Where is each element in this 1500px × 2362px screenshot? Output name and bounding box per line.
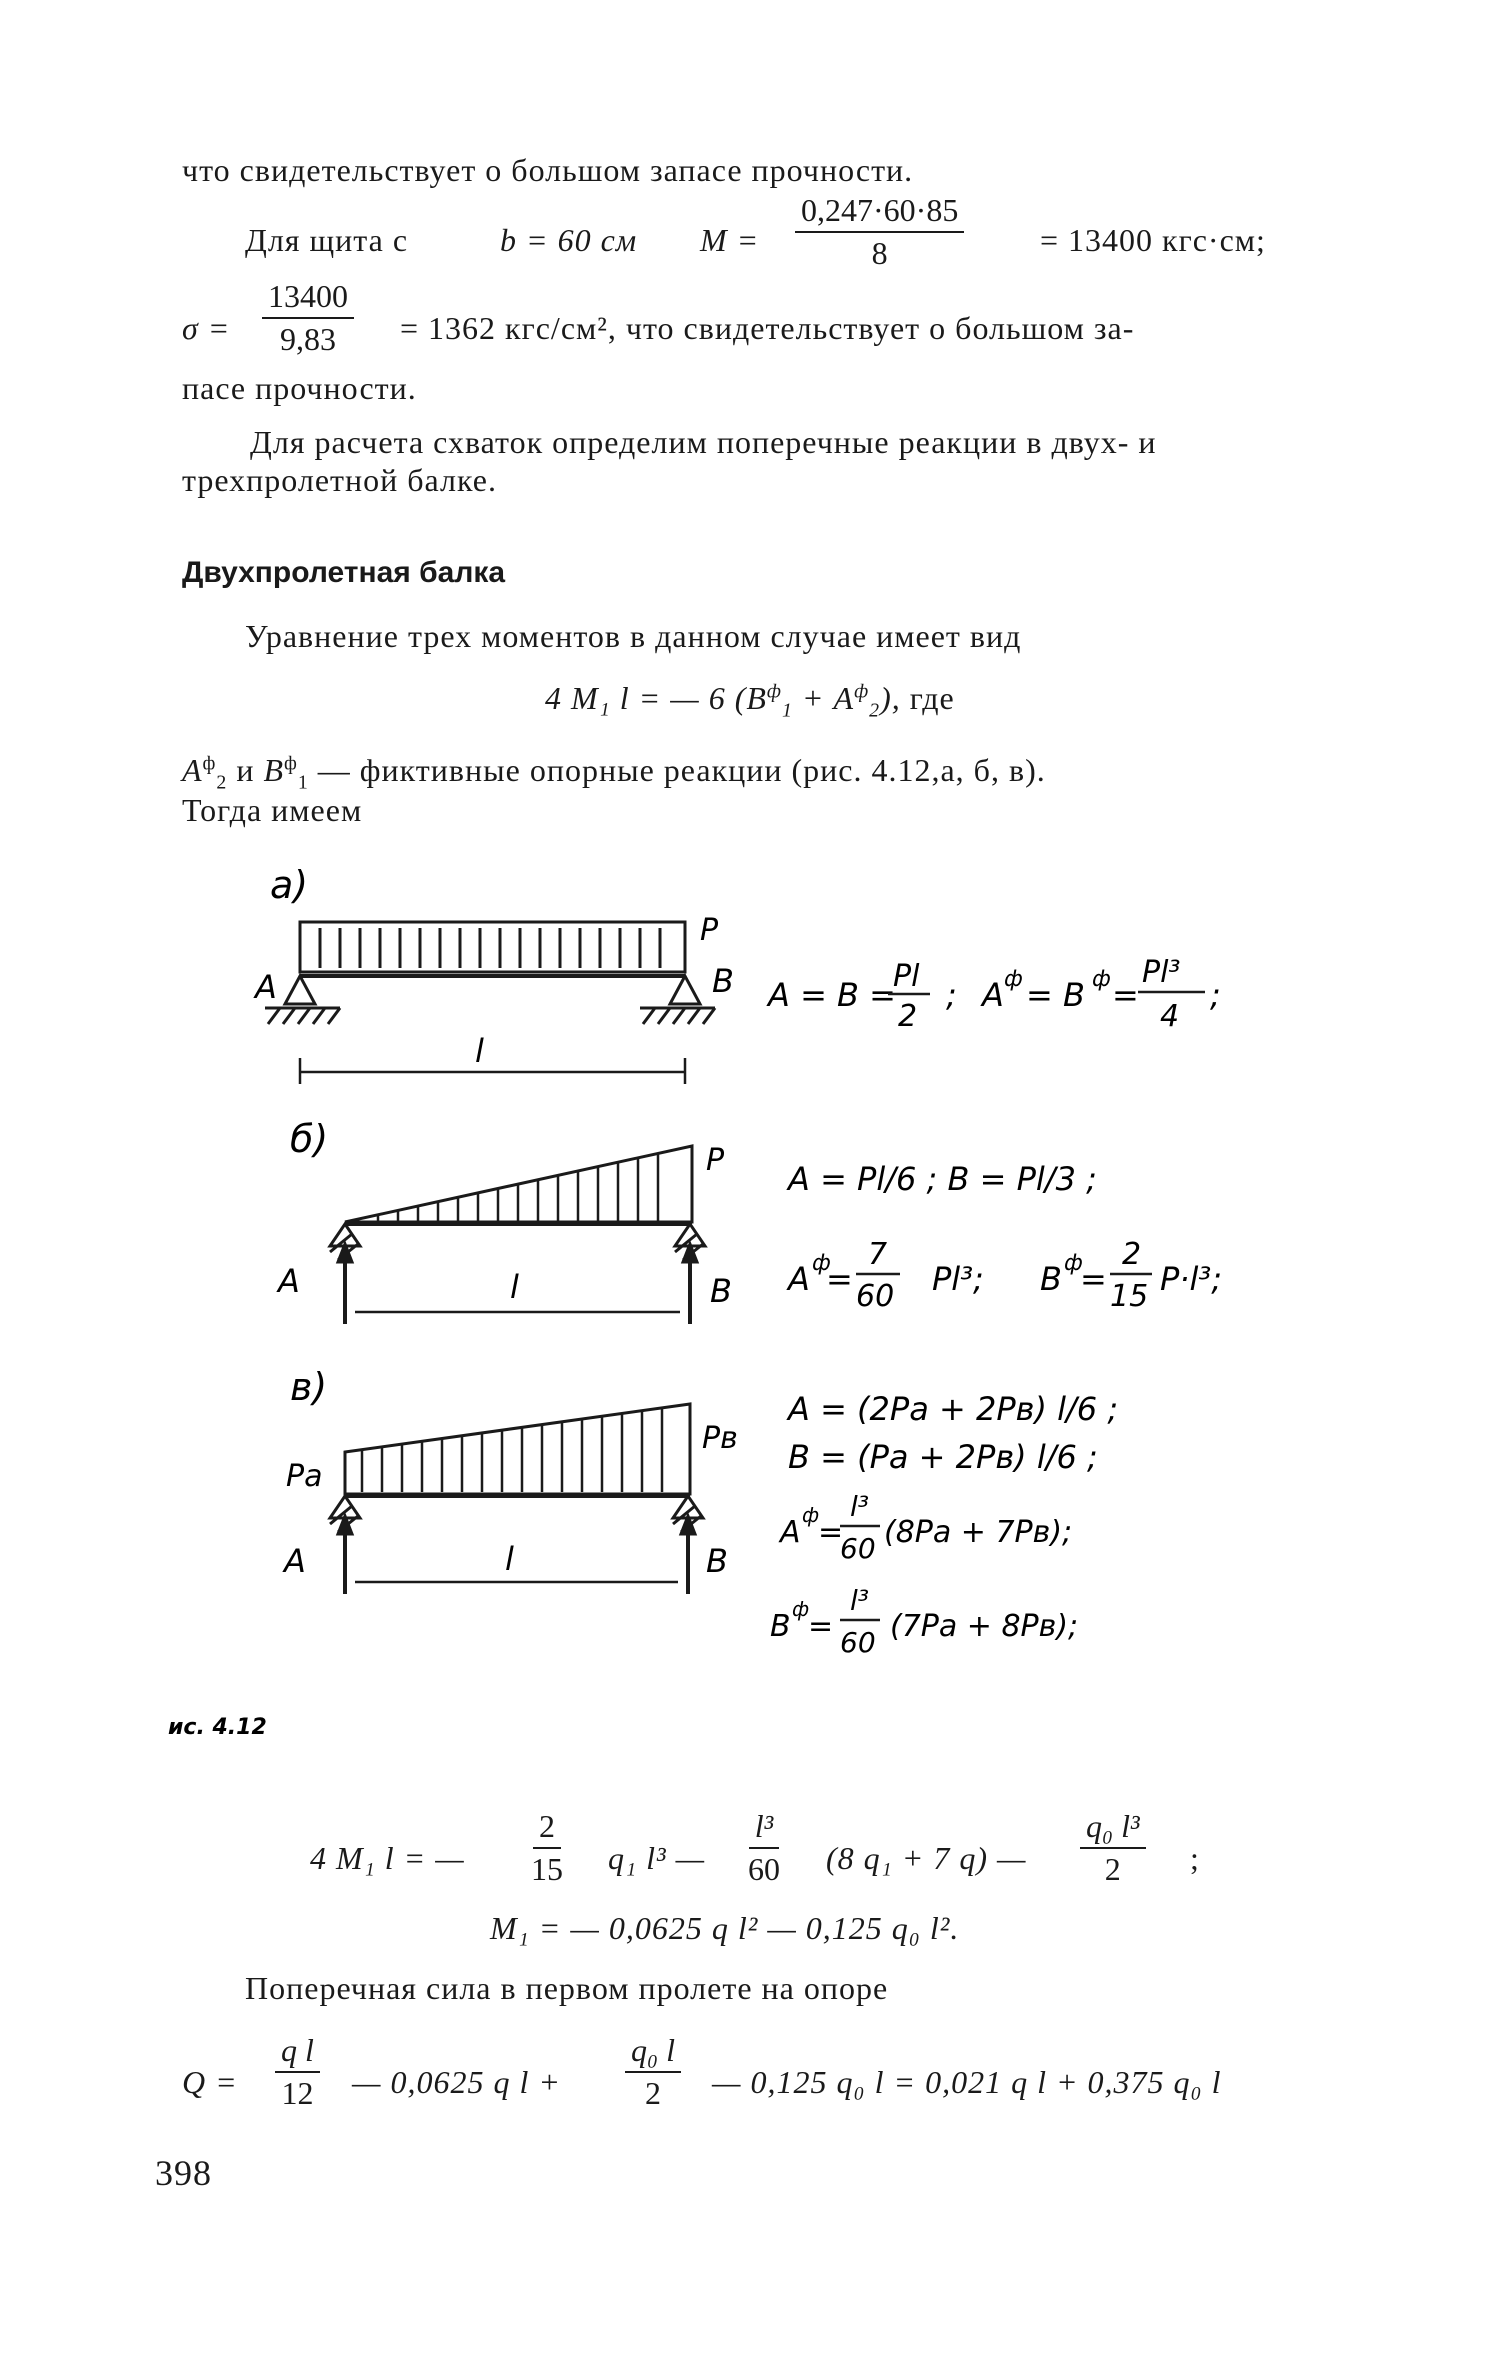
- symbol: B: [263, 752, 284, 788]
- diagram-b-load-label: P: [706, 1143, 725, 1178]
- formula-c-1: A = (2Pa + 2Pв) l/6 ;: [788, 1390, 1119, 1428]
- equation-part: 4 M₁ l = — 6 (B: [545, 680, 767, 716]
- formula-c-3: A: [780, 1515, 801, 1550]
- subscript: 1: [297, 771, 309, 794]
- fraction-numerator: l³: [749, 1808, 779, 1849]
- formula-a-2-den: 4: [1160, 999, 1180, 1034]
- equation-3-term: — 0,0625 q l +: [352, 2064, 561, 2100]
- fraction-denominator: 2: [645, 2074, 661, 2111]
- subscript: 2: [216, 771, 228, 794]
- diagram-b-label: б): [290, 1117, 329, 1161]
- formula-c-2: B = (Pa + 2Pв) l/6 ;: [788, 1438, 1098, 1476]
- moment-rhs: = 13400 кгс·см;: [1040, 222, 1266, 258]
- equation-1-frac-3: [1080, 1808, 1146, 1888]
- diagram-c-span-label: l: [505, 1540, 514, 1578]
- formula-b-2a-den: 60: [856, 1279, 895, 1314]
- diagram-a-support-a-label: A: [255, 968, 277, 1006]
- page-number: 398: [155, 2153, 212, 2193]
- equation-1-end: ;: [1190, 1840, 1200, 1876]
- diagram-b-support-b-label: B: [710, 1272, 732, 1310]
- diagram-c-load-a-label: Pa: [286, 1459, 323, 1494]
- equation-part: + A: [801, 680, 855, 716]
- diagram-c-hatch: [362, 1408, 662, 1492]
- formula-a-2: A: [982, 976, 1004, 1014]
- conjunction: и: [236, 752, 255, 788]
- diagram-c-label: в): [290, 1365, 328, 1409]
- formula-c-4-num: l³: [850, 1584, 870, 1617]
- formula-c-3-den: 60: [840, 1532, 876, 1565]
- equation-1-term: q₁ l³ —: [608, 1840, 706, 1876]
- paragraph-line: Для расчета схваток определим поперечные реакции в двух- и: [250, 424, 1157, 460]
- formula-b-2a-eq: =: [826, 1260, 853, 1298]
- formula-a-2-num: Pl³: [1142, 955, 1181, 990]
- symbol: A: [182, 752, 203, 788]
- diagram-c-support-a-label: A: [284, 1542, 306, 1580]
- fraction-denominator: 60: [748, 1850, 780, 1887]
- diagram-c-load: [345, 1404, 690, 1494]
- diagram-a-load-label: P: [700, 913, 719, 948]
- equation-1-term: (8 q₁ + 7 q) —: [826, 1840, 1027, 1876]
- paragraph-lead: Для щита с: [245, 222, 409, 258]
- equation-3-lhs: Q =: [182, 2064, 238, 2100]
- superscript: ф: [284, 752, 298, 775]
- diagram-a-dimension: [300, 1058, 685, 1084]
- superscript: ф: [854, 680, 870, 703]
- formula-c-3-sup: ф: [802, 1503, 820, 1527]
- equation-3-frac-2: [625, 2032, 681, 2112]
- formula-a-sep: ;: [946, 976, 957, 1014]
- formula-b-2b: B: [1040, 1260, 1062, 1298]
- equation-word: где: [909, 680, 955, 716]
- formula-b-2a-num: 7: [868, 1237, 888, 1272]
- equation-3-frac-1: [275, 2032, 320, 2112]
- fraction-numerator: q₀ l: [625, 2032, 681, 2073]
- fraction-numerator: 13400: [262, 278, 354, 319]
- moment-lhs: M =: [700, 222, 760, 258]
- diagram-a-support-b-label: B: [712, 962, 734, 1000]
- diagram-a-label: a): [270, 863, 309, 907]
- formula-a-2-eq: =: [1112, 976, 1139, 1014]
- fraction-numerator: 0,247·60·85: [795, 192, 964, 233]
- formula-c-3-rest: (8Pa + 7Pв);: [884, 1515, 1073, 1550]
- equation-3-term: — 0,125 q₀ l = 0,021 q l + 0,375 q₀ l: [712, 2064, 1222, 2100]
- paragraph-line: трехпролетной балке.: [182, 462, 497, 498]
- equation-1-lhs: 4 M₁ l = —: [310, 1840, 465, 1876]
- equation-2: M₁ = — 0,0625 q l² — 0,125 q₀ l².: [490, 1910, 960, 1946]
- diagram-b-support-right: [675, 1224, 705, 1324]
- formula-a-1-den: 2: [898, 999, 918, 1034]
- diagram-c-support-left: [330, 1496, 360, 1594]
- fraction-denominator: 12: [281, 2074, 314, 2111]
- paragraph-line: Тогда имеем: [182, 792, 363, 828]
- formula-c-4-rest: (7Pa + 8Pв);: [890, 1609, 1079, 1644]
- figure-caption: ис. 4.12: [168, 1715, 267, 1740]
- fraction-numerator: q₀ l³: [1080, 1808, 1146, 1849]
- diagram-a-hatch: [320, 928, 660, 968]
- formula-a-2-sup2: ф: [1092, 967, 1111, 992]
- equation-1-frac-1: [525, 1808, 569, 1888]
- formula-b-2a: A: [788, 1260, 810, 1298]
- formula-c-4-den: 60: [840, 1626, 876, 1659]
- formula-b-1: A = Pl/6 ; B = Pl/3 ;: [788, 1160, 1097, 1198]
- paragraph-line: пасе прочности.: [182, 370, 417, 406]
- paragraph-line: Уравнение трех моментов в данном случае имеет вид: [245, 618, 1022, 654]
- formula-a-2-mid: = B: [1026, 976, 1085, 1014]
- formula-b-2b-num: 2: [1122, 1237, 1142, 1272]
- sigma-lhs: σ =: [182, 310, 231, 346]
- superscript: ф: [202, 752, 217, 775]
- paragraph-line: Поперечная сила в первом пролете на опоре: [245, 1970, 889, 2006]
- formula-c-3-eq: =: [818, 1515, 844, 1550]
- fraction-numerator: 2: [533, 1808, 561, 1849]
- diagram-c-support-b-label: B: [706, 1542, 728, 1580]
- formula-b-2b-rest: P·l³;: [1160, 1260, 1222, 1298]
- formula-a-1-num: Pl: [893, 959, 920, 994]
- diagram-b-span-label: l: [510, 1268, 519, 1306]
- subscript: 1: [782, 699, 793, 722]
- diagram-a-span-label: l: [475, 1032, 484, 1070]
- fraction-denominator: 9,83: [280, 320, 336, 357]
- sigma-rhs: = 1362 кгс/см², что свидетельствует о большом за-: [400, 310, 1135, 346]
- formula-b-2b-eq: =: [1080, 1260, 1107, 1298]
- section-heading: Двухпролетная балка: [182, 556, 506, 589]
- width-equation: b = 60 см: [500, 222, 638, 258]
- formula-b-2a-rest: Pl³;: [932, 1260, 984, 1298]
- fraction-numerator: q l: [275, 2032, 320, 2073]
- fraction-denominator: 2: [1104, 1850, 1121, 1887]
- equation-part: ),: [880, 680, 901, 716]
- fraction-denominator: 8: [871, 234, 888, 271]
- formula-a-2-sup: ф: [1004, 967, 1023, 992]
- formula-b-2a-sup: ф: [812, 1251, 831, 1276]
- formula-b-2b-den: 15: [1110, 1279, 1149, 1314]
- diagram-a-load: [300, 922, 685, 972]
- subscript: 2: [869, 699, 881, 722]
- diagram-a-support-right: [640, 976, 715, 1024]
- paragraph-line: что свидетельствует о большом запасе прочности.: [182, 152, 914, 188]
- formula-b-2b-sup: ф: [1064, 1251, 1083, 1276]
- formula-c-4: B: [770, 1609, 791, 1644]
- diagram-b-support-a-label: A: [278, 1262, 300, 1300]
- formula-c-4-sup: ф: [792, 1597, 810, 1621]
- diagram-c-load-b-label: Pв: [702, 1421, 738, 1456]
- paragraph-text: — фиктивные опорные реакции (рис. 4.12,а, б, в).: [317, 752, 1046, 788]
- formula-c-3-num: l³: [850, 1490, 870, 1523]
- diagram-b-support-left: [330, 1224, 360, 1324]
- formula-a-1: A = B =: [768, 976, 896, 1014]
- formula-a-2-end: ;: [1210, 976, 1221, 1014]
- formula-c-4-eq: =: [808, 1609, 834, 1644]
- fraction-denominator: 15: [531, 1850, 563, 1887]
- diagram-c-support-right: [673, 1496, 703, 1594]
- equation-1-frac-2: [742, 1808, 786, 1888]
- superscript: ф: [766, 680, 782, 703]
